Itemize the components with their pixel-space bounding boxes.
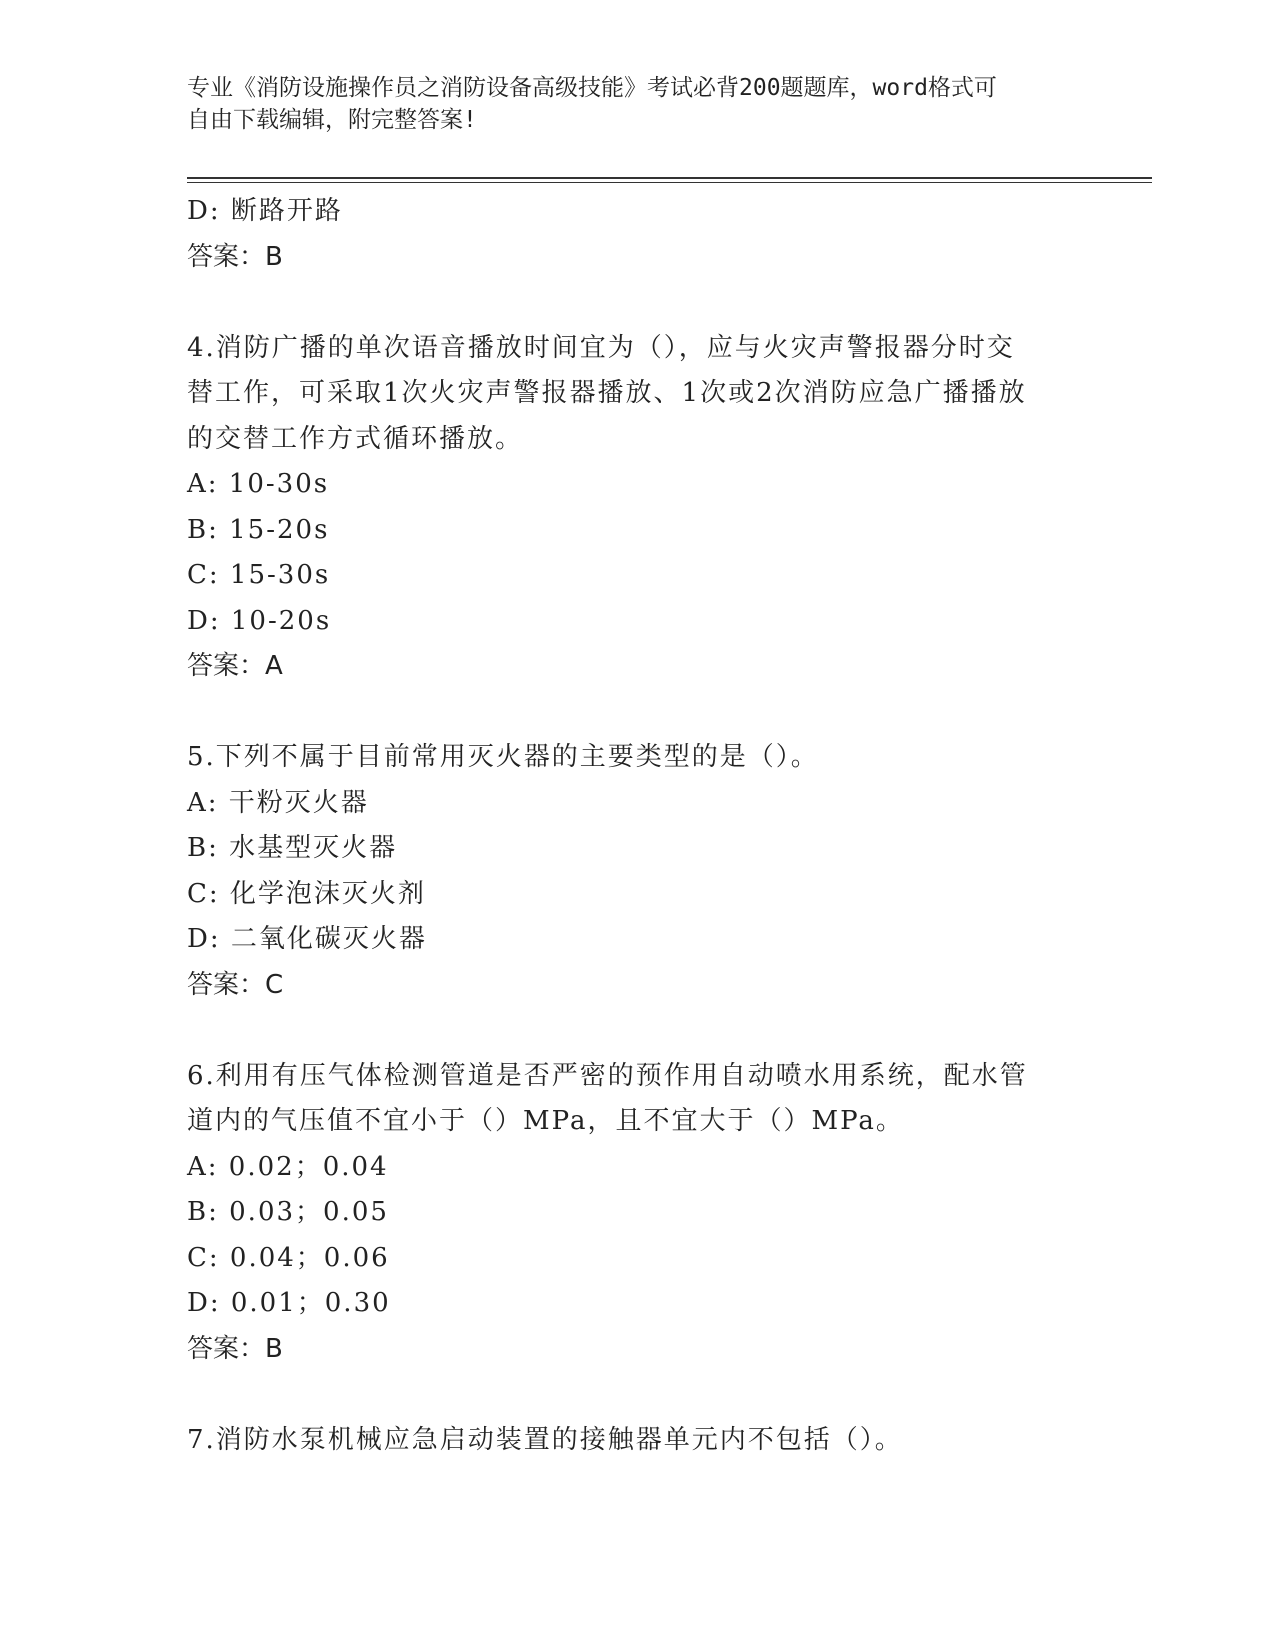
option-b: B: 0.03；0.05 <box>187 1197 389 1227</box>
header-rule-thick <box>187 177 1152 179</box>
answer: 答案：A <box>187 651 283 681</box>
option-a: A: 0.02；0.04 <box>187 1151 389 1182</box>
header-line-1: 专业《消防设施操作员之消防设备高级技能》考试必背200题题库，word格式可 <box>187 75 997 101</box>
question-stem-line: 4.消防广播的单次语音播放时间宜为（），应与火灾声警报器分时交 <box>187 332 1015 363</box>
question-4 <box>187 326 1087 690</box>
answer: 答案：C <box>187 969 284 1000</box>
question-stem-line: 5.下列不属于目前常用灭火器的主要类型的是（）。 <box>187 742 819 772</box>
header-rule-thin <box>187 182 1152 183</box>
question-list <box>187 189 1087 1463</box>
spacer <box>187 1008 1087 1054</box>
option-d: D: 0.01；0.30 <box>187 1288 391 1318</box>
question-5 <box>187 735 1087 1008</box>
option-c: C: 化学泡沫灭火剂 <box>187 878 426 909</box>
question-stem-line: 的交替工作方式循环播放。 <box>187 423 524 454</box>
question-6 <box>187 1054 1087 1373</box>
question-3 <box>187 189 1087 280</box>
question-stem-line: 替工作，可采取1次火灾声警报器播放、1次或2次消防应急广播播放 <box>187 378 1027 408</box>
option-d: D: 10-20s <box>187 605 332 636</box>
question-7 <box>187 1418 1087 1464</box>
header-line-2: 自由下载编辑，附完整答案! <box>187 107 477 133</box>
spacer <box>187 1372 1087 1418</box>
answer: 答案：B <box>187 241 283 272</box>
question-stem-line: 道内的气压值不宜小于（）MPa，且不宜大于（）MPa。 <box>187 1106 904 1136</box>
spacer <box>187 280 1087 326</box>
option-c: C: 0.04；0.06 <box>187 1242 390 1273</box>
option-d: D: 断路开路 <box>187 196 343 226</box>
option-a: A: 干粉灭火器 <box>187 787 369 818</box>
option-c: C: 15-30s <box>187 560 331 590</box>
question-stem-line: 6.利用有压气体检测管道是否严密的预作用自动喷水用系统，配水管 <box>187 1060 1028 1091</box>
spacer <box>187 690 1087 736</box>
option-a: A: 10-30s <box>187 469 330 499</box>
option-d: D: 二氧化碳灭火器 <box>187 924 427 954</box>
question-stem-line: 7.消防水泵机械应急启动装置的接触器单元内不包括（）。 <box>187 1424 903 1455</box>
answer: 答案：B <box>187 1333 283 1364</box>
option-b: B: 15-20s <box>187 514 330 545</box>
option-b: B: 水基型灭火器 <box>187 833 398 863</box>
document-header <box>187 72 1087 136</box>
